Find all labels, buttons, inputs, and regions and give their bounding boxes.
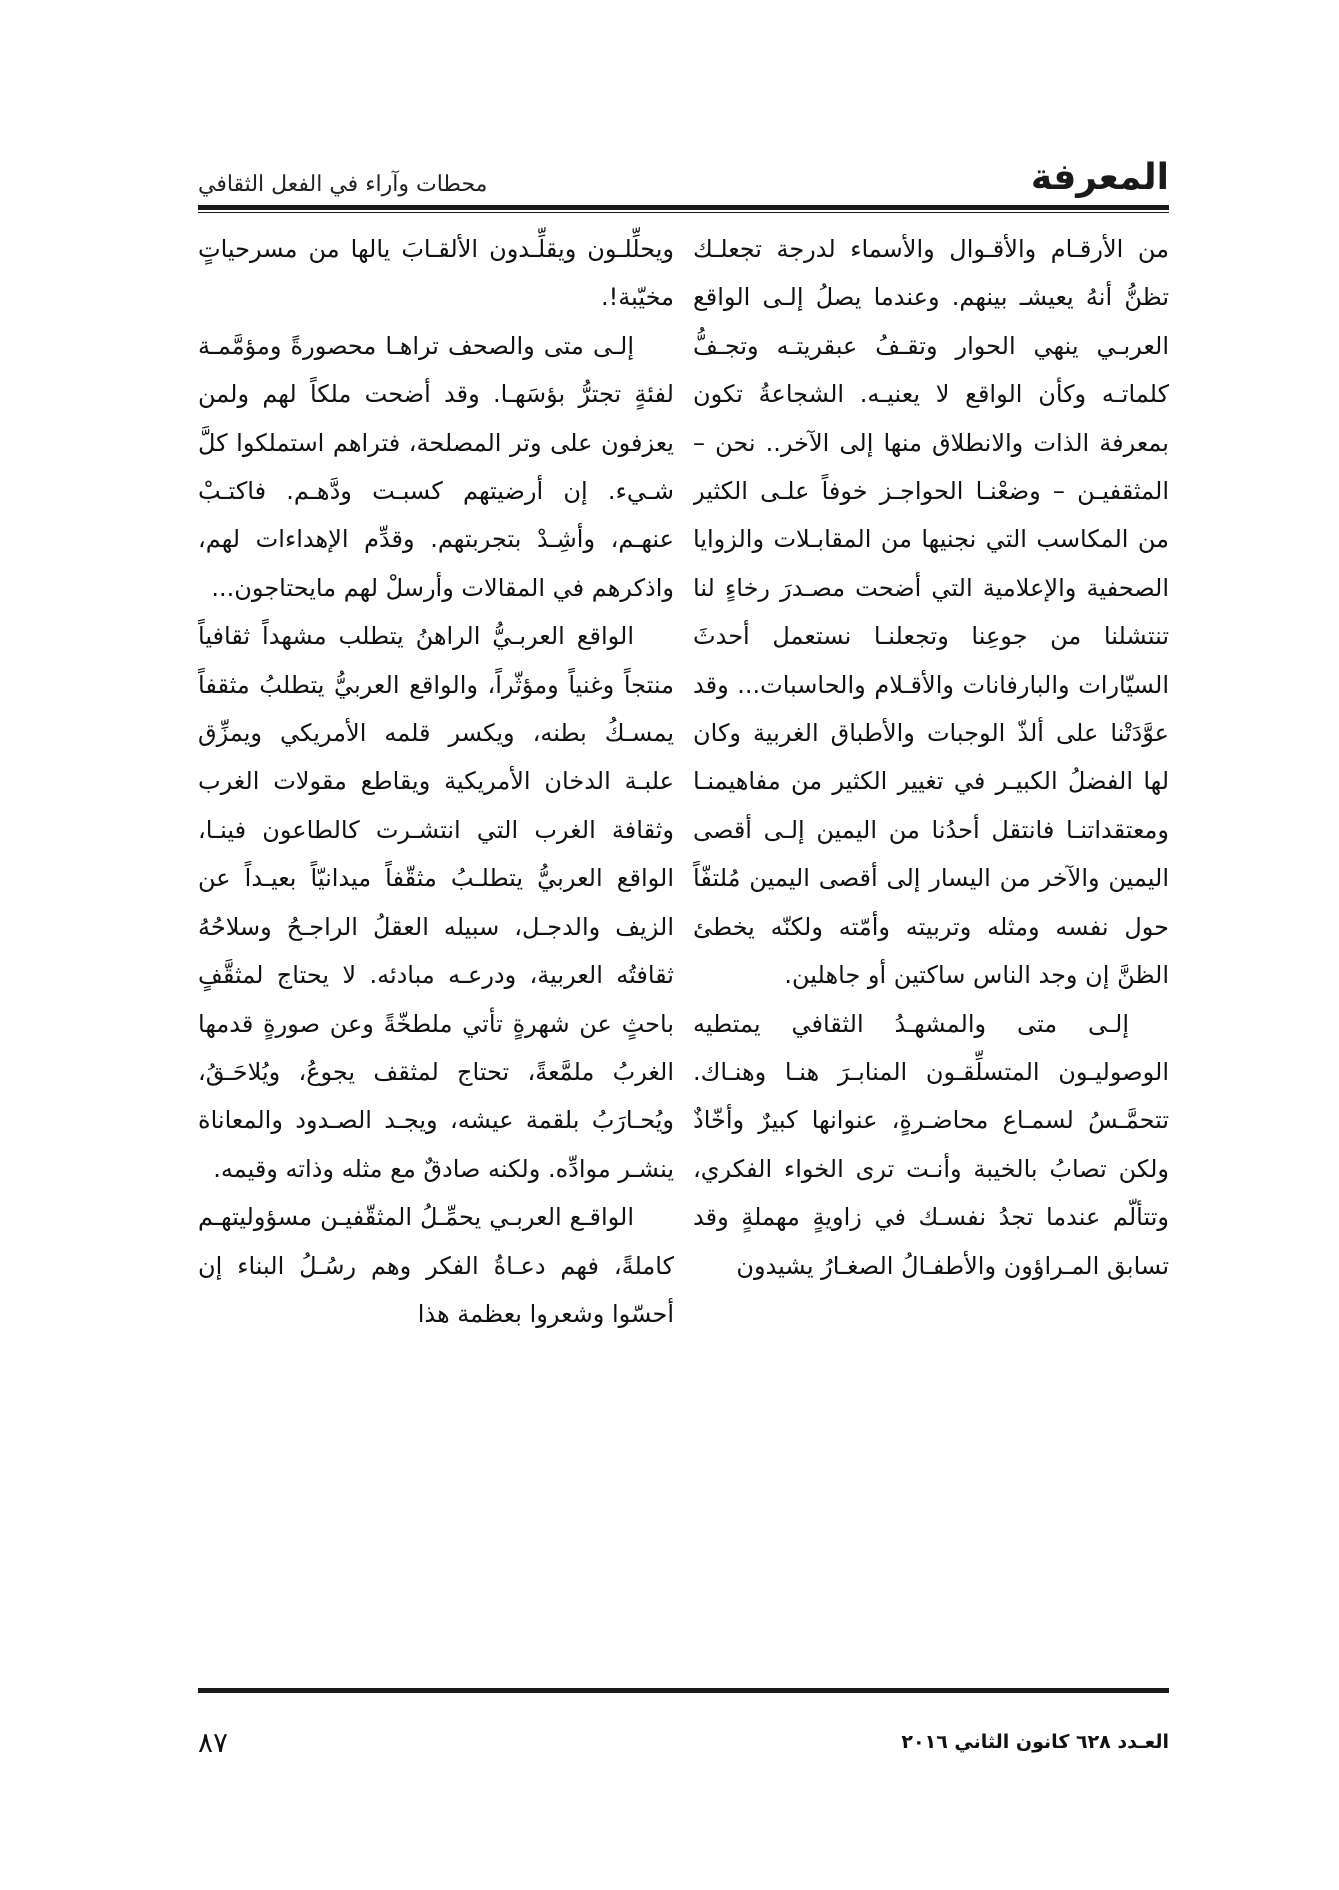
running-title: محطات وآراء في الفعل الثقافي	[198, 172, 488, 197]
column-right	[693, 225, 1169, 1680]
paragraph: إلـى متى والمشهـدُ الثقافي يمتطيه الوصوليـون المتسلِّقـون المنابـرَ هنـا وهنـاك. تتحمَّـسُ لسمـاع محاضـرةٍ، عنوانها كبيرٌ وأخّاذٌ ولكن تصابُ بالخيبة وأنـت ترى الخواء الفكري، وتتألّم عندما تجدُ نفسـك في زاويةٍ مهملةٍ وقد تسابق المـراؤون والأطفـالُ الصغـارُ يشيدون	[693, 1009, 1169, 1280]
article-body	[198, 225, 1169, 1680]
paragraph: من الأرقـام والأقـوال والأسماء لدرجة تجعلـك تظنُّ أنهُ يعيشـ بينهم. وعندما يصلُ إلـى الواقع العربـي ينهي الحوار وتقـفُ عبقريتـه وتجـفُّ كلماتـه وكأن الواقع لا يعنيـه. الشجاعةُ تكون بمعرفة الذات والانطلاق منها إلى الآخر.. نحن – المثقفيـن – وضعْنـا الحواجـز خوفاً علـى الكثير من المكاسب التي نجنيها من المقابـلات والزوايا الصحفية والإعلامية التي أضحت مصـدرَ رخاءٍ لنا تنتشلنا من جوعِنا وتجعلنـا نستعمل أحدثَ السيّارات والبارفانات والأقـلام والحاسبات... وقد عوَّدَتْنا على ألذّ الوجبات والأطباق الغربية وكان لها الفضلُ الكبيـر في تغيير الكثير من مفاهيمنـا ومعتقداتنـا فانتقل أحدُنا من اليمين إلـى أقصى اليمين والآخر من اليسار إلى أقصى اليمين مُلتفّاً حول نفسه ومثله وتربيته وأمّته ولكنّه يخطئ الظنَّ إن وجد الناس ساكتين أو جاهلين.	[693, 235, 1169, 990]
header-rule	[198, 205, 1169, 210]
paragraph: الواقع العربـيُّ الراهنُ يتطلب مشهداً ثقافياً منتجاً وغنياً ومؤثّراً، والواقع العربيُّ يتطلبُ مثقفاً يمسـكُ بطنه، ويكسر قلمه الأمريكي ويمزِّق علبـة الدخان الأمريكية ويقاطع مقولات الغرب وثقافة الغرب التي انتشـرت كالطاعون فينـا، الواقع العربيُّ يتطلـبُ مثقّفاً ميدانيّاً بعيـداً عن الزيف والدجـل، سبيله العقلُ الراجـحُ وسلاحُهُ ثقافتُه العربية، ودرعـه مبادئه. لا يحتاج لمثقَّفٍ باحثٍ عن شهرةٍ تأتي ملطخّةً وعن صورةٍ قدمها الغربُ ملمَّعةً، تحتاج لمثقف يجوعُ، ويُلاحَـقُ، ويُحـارَبُ بلقمة عيشه، ويجـد الصـدود والمعاناة ينشـر موادِّه. ولكنه صادقٌ مع مثله وذاته وقيمه.	[198, 622, 674, 1183]
paragraph: إلـى متى والصحف تراهـا محصورةً ومؤمَّمـة لفئةٍ تجترُّ بؤسَهـا. وقد أضحت ملكاً لهم ولمن يعزفون على وتر المصلحة، فتراهم استملكوا كلَّ شـيء. إن أرضيتهم كسبـت ودَّهـم. فاكتـبْ عنهـم، وأشِـدْ بتجربتهم. وقدِّم الإهداءات لهم، واذكرهم في المقالات وأرسلْ لهم مايحتاجون...	[198, 331, 674, 602]
issue-info: العـدد ٦٢٨ كانون الثاني ٢٠١٦	[901, 1731, 1169, 1753]
footer-rule	[198, 1688, 1169, 1693]
header-rule-thin	[198, 212, 1169, 213]
paragraph: الواقـع العربـي يحمِّـلُ المثقّفيـن مسؤوليتهـم كاملةً، فهم دعـاةُ الفكر وهم رسُـلُ البناء إن أحسّوا وشعروا بعظمة هذا	[198, 1203, 674, 1328]
page-footer	[198, 1722, 1169, 1762]
page-header	[198, 148, 1169, 196]
magazine-logo: المعرفة	[1030, 157, 1169, 198]
page-number: ٨٧	[198, 1725, 229, 1759]
paragraph: ويحلِّلـون ويقلِّـدون الألقـابَ يالها من مسرحياتٍ مخيّبة!.	[198, 235, 674, 312]
column-left	[198, 225, 674, 1680]
